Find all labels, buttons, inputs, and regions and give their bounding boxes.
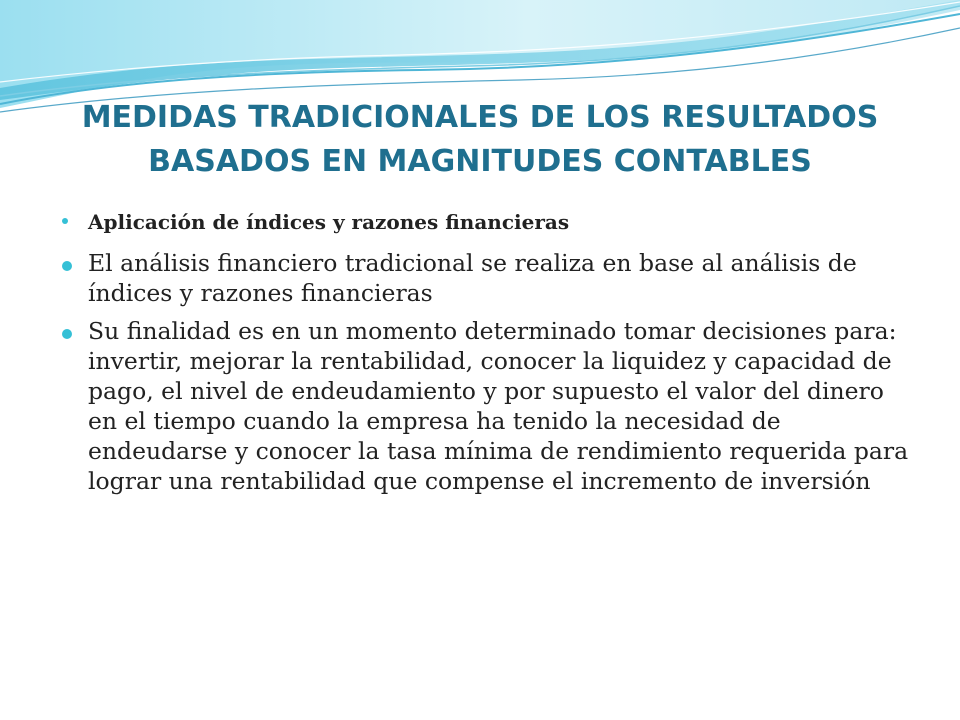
bullet-list <box>60 208 920 504</box>
bullet-dot-icon <box>62 329 72 339</box>
bullet-text: Su finalidad es en un momento determinado tomar decisiones para: invertir, mejorar la rentabilidad, conocer la liquidez y capacidad de pago, el nivel de endeudamiento y por supuesto el valor del dinero en el tiempo cuando la empresa ha tenido la necesidad de endeudarse y conocer la tasa mínima de rendimiento requerida para lograr una rentabilidad que compense el incremento de inversión <box>88 317 909 495</box>
bullet-item <box>60 248 920 308</box>
bullet-item <box>60 316 920 496</box>
bullet-text: El análisis financiero tradicional se realiza en base al análisis de índices y razones financieras <box>88 249 857 307</box>
bullet-dot-icon <box>62 261 72 271</box>
slide-title: MEDIDAS TRADICIONALES DE LOS RESULTADOS BASADOS EN MAGNITUDES CONTABLES <box>81 100 879 179</box>
bullet-item <box>60 208 920 236</box>
bullet-dot-icon <box>62 218 68 224</box>
bullet-subheading: Aplicación de índices y razones financieras <box>88 210 570 234</box>
